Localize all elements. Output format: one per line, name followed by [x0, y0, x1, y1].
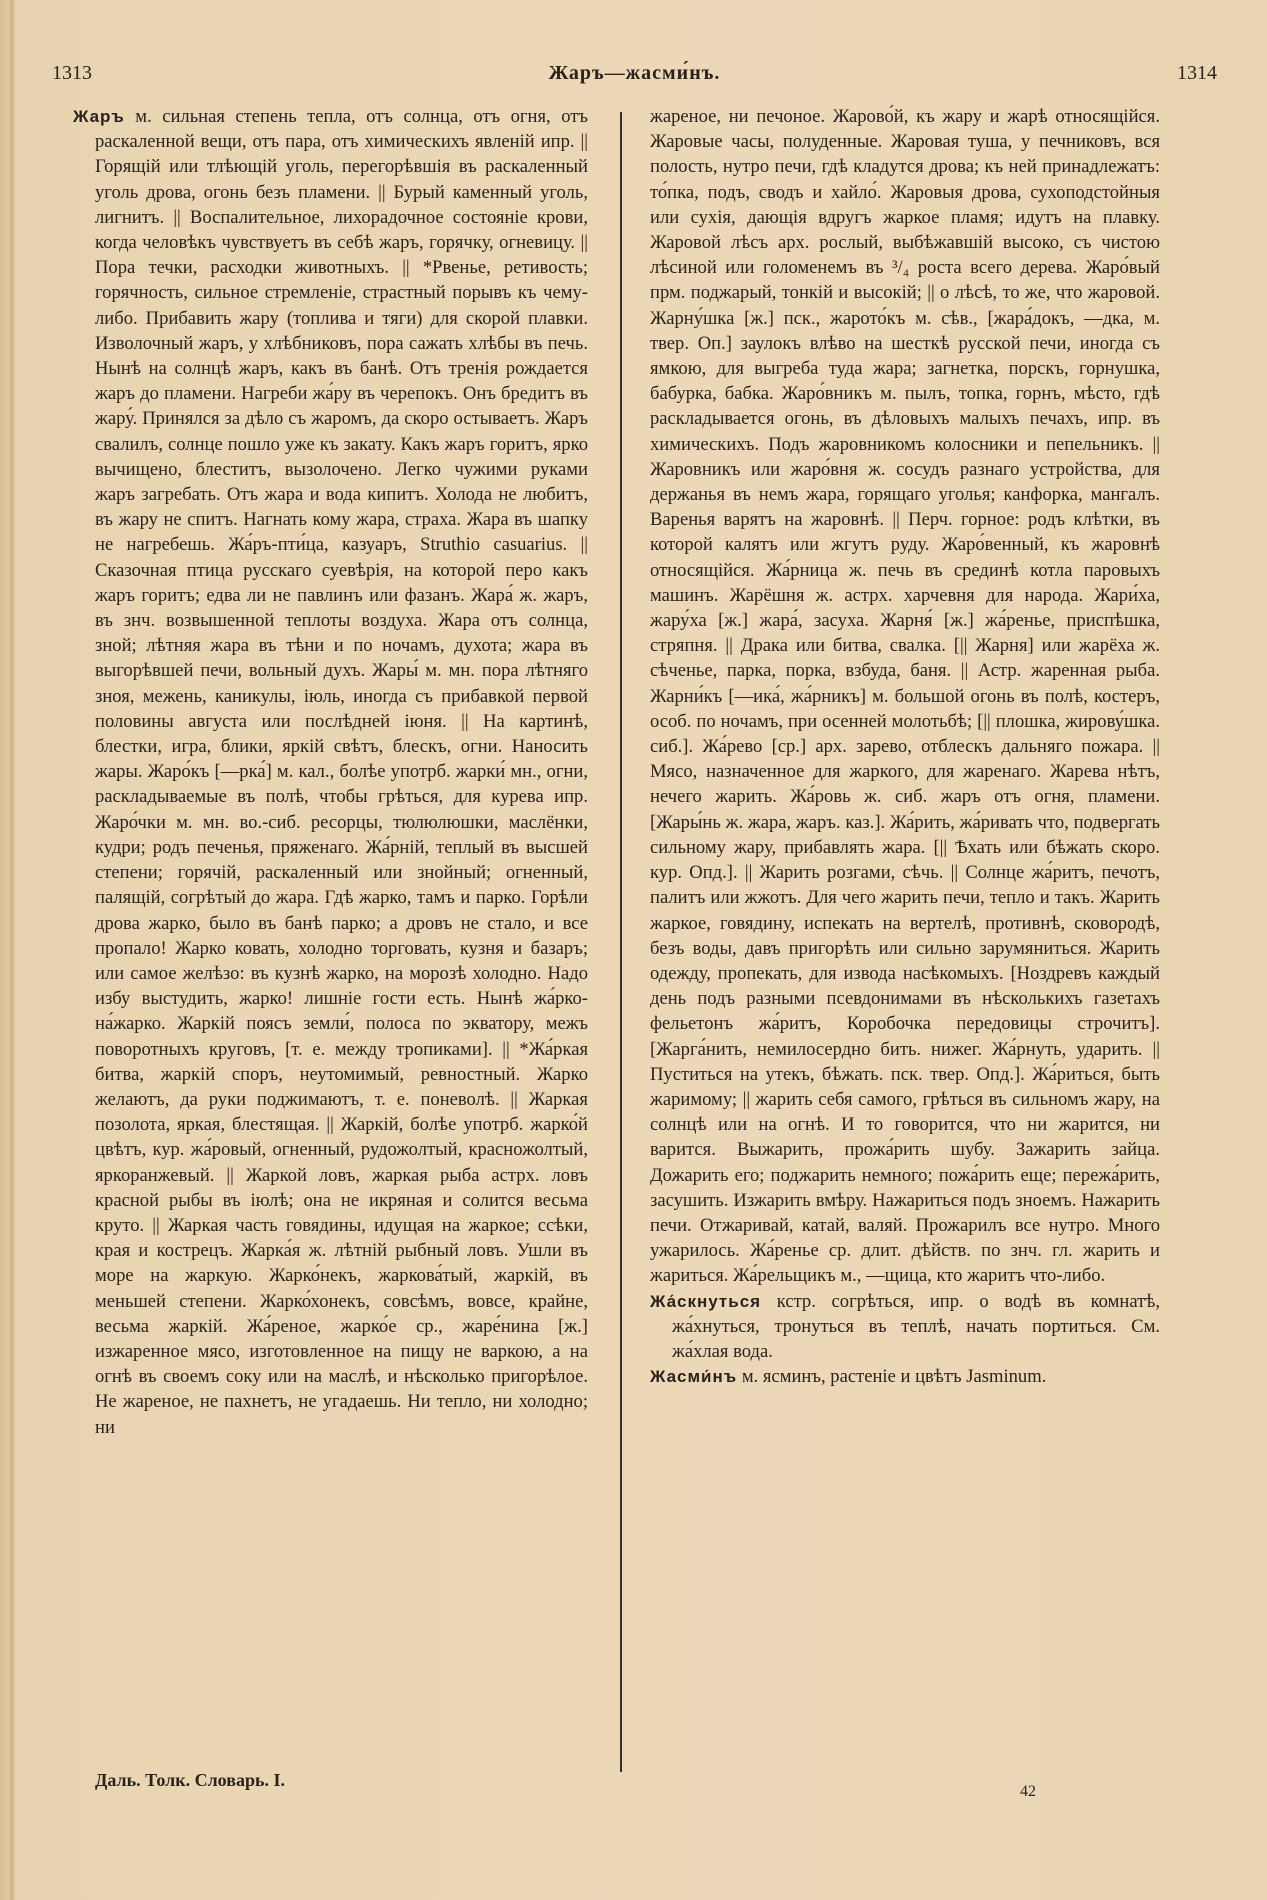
- column-divider: [620, 112, 622, 1772]
- dictionary-entry: [650, 1289, 1160, 1365]
- entry-headword: Жасми́нъ: [650, 1367, 738, 1387]
- page-header: [52, 62, 1217, 92]
- left-page-number: 1313: [52, 62, 92, 84]
- entry-body: кстр. согрѣться, ипр. о водѣ въ комнатѣ, жа́хнуться, тронуться въ теплѣ, начать портиться. См. жа́хлая вода.: [672, 1290, 1160, 1362]
- entry-body: м. сильная степень тепла, отъ солнца, отъ огня, отъ раскаленной вещи, отъ пара, отъ химическихъ явленій ипр. || Горящій или тлѣющій уголь, перегорѣвшія въ раскаленный уголь дрова, огонь безъ пламени. || Бурый каменный уголь, лигнитъ. || Воспалительное, лихорадочное состояніе крови, когда человѣкъ чувствуетъ въ себѣ жаръ, горячку, огневицу. || Пора течки, расходки животныхъ. || *Рвенье, ретивость; горячность, сильное стремленіе, страстный порывъ къ чему-либо. Прибавить жару (топлива и тяги) для скорой плавки. Изволочный жаръ, у хлѣбниковъ, пора сажать хлѣбы въ печь. Нынѣ на солнцѣ жаръ, какъ въ банѣ. Отъ тренія рождается жаръ до пламени. Нагреби жа́ру въ черепокъ. Онъ бредитъ въ жару́. Принялся за дѣло съ жаромъ, да скоро остываетъ. Жаръ свалилъ, солнце пошло уже къ закату. Какъ жаръ горитъ, ярко вычищено, блеститъ, вызолочено. Легко чужими руками жаръ загребать. Отъ жара и вода кипитъ. Холода не любитъ, въ жару не спитъ. Нагнать кому жара, страха. Жара въ шапку не нагребешь. Жа́ръ-пти́ца, казуаръ, Struthio casuarius. || Сказочная птица русскаго суевѣрія, на которой перо какъ жаръ горитъ; едва ли не павлинъ или фазанъ. Жара́ ж. жаръ, въ знч. возвышенной теплоты воздуха. Жара отъ солнца, зной; лѣтняя жара въ тѣни и по ночамъ, духота; жара въ выгорѣвшей печи, вольный духъ. Жары́ м. мн. пора лѣтняго зноя, межень, каникулы, іюль, иногда съ прибавкой первой половины августа или послѣдней іюня. || На картинѣ, блестки, игра, блики, яркій свѣтъ, блескъ, огни. Наносить жары. Жаро́къ [—рка́] м. кал., болѣе употрб. жарки́ мн., огни, раскладываемые въ полѣ, чтобы грѣться, для курева ипр. Жаро́чки м. мн. во.-сиб. ресорцы, тюлюлюшки, маслёнки, кудри; родъ печенья, пряженаго. Жа́рній, теплый въ высшей степени; горячій, раскаленный или знойный; огненный, палящій, согрѣтый до жара. Гдѣ жарко, тамъ и парко. Горѣли дрова жарко, было въ банѣ парко; а дровъ не стало, и все пропало! Жарко ковать, холодно торговать, кузня и базаръ; или самое желѣзо: въ кузнѣ жарко, на морозѣ холодно. Надо избу выстудить, жарко! лишніе гости есть. Нынѣ жа́рко-на́жарко. Жаркій поясъ земли́, полоса по экватору, межъ поворотныхъ круговъ, [т. е. между тропиками]. || *Жа́ркая битва, жаркій споръ, неутомимый, ревностный. Жарко желаютъ, да руки поджимаютъ, т. е. поневолѣ. || Жаркая позолота, яркая, блестящая. || Жаркій, болѣе употрб. жарко́й цвѣтъ, кур. жа́ровый, огненный, рудожолтый, красножолтый, яркоранжевый. || Жаркой ловъ, жаркая рыба астрх. ловъ красной рыбы въ іюлѣ; она не икряная и солится весьма круто. || Жаркая часть говядины, идущая на жаркое; ссѣки, края и кострецъ. Жарка́я ж. лѣтній рыбный ловъ. Ушли въ море на жаркую. Жарко́некъ, жаркова́тый, жаркій, въ меньшей степени. Жарко́хонекъ, совсѣмъ, вовсе, крайне, весьма жаркій. Жа́реное, жарко́е ср., жаре́нина [ж.] изжаренное мясо, изготовленное на пищу не варкою, а на огнѣ въ своемъ соку или на маслѣ, и нѣсколько пригорѣлое. Не жареное, не пахнетъ, не угадаешь. Ни тепло, ни холодно; ни: [95, 106, 588, 1438]
- footer-imprint: Даль. Толк. Словарь. I.: [95, 1770, 285, 1790]
- dictionary-entry: [73, 104, 588, 1440]
- entry-headword: Жаръ: [73, 107, 125, 126]
- entry-body: м. ясминъ, растеніе и цвѣтъ Jasminum.: [737, 1366, 1047, 1388]
- dictionary-entry: [650, 1364, 1160, 1389]
- left-column: [73, 104, 588, 1440]
- entry-body: жареное, ни печоное. Жарово́й, къ жару и жарѣ относящійся. Жаровые часы, полуденные. Жаровая туша, у печниковъ, вся полость, нутро печи, гдѣ кладутся дрова; къ ней принадлежатъ: то́пка, подъ, сводъ и хайло́. Жаровыя дрова, сухоподстойныя или сухія, дающія вдругъ жаркое пламя; идутъ на плавку. Жаровой лѣсъ арх. рослый, выбѣжавшій высоко, съ чистою лѣсиной или голоменемъ въ ³/₄ роста всего дерева. Жаро́вый прм. поджарый, тонкій и высокій; || о лѣсѣ, то же, что жаровой. Жарну́шка [ж.] пск., жарото́къ м. сѣв., [жара́докъ, —дка, м. твер. Оп.] заулокъ влѣво на шесткѣ русской печи, иногда съ ямкою, для выгреба туда жара; загнетка, порскъ, горнушка, бабурка, бабка. Жаро́вникъ м. пылъ, топка, горнъ, мѣсто, гдѣ раскладывается огонь, въ дѣловыхъ малыхъ печахъ, ипр. въ химическихъ. Подъ жаровникомъ колосники и пепельникъ. || Жаровникъ или жаро́вня ж. сосудъ разнаго устройства, для держанья въ немъ жара, горящаго уголья; канфорка, мангалъ. Варенья варятъ на жаровнѣ. || Перч. горное: родъ клѣтки, въ которой калятъ или жгутъ руду. Жаро́венный, къ жаровнѣ относящійся. Жа́рница ж. печь въ срединѣ котла паровыхъ машинъ. Жарёшня ж. астрх. харчевня для народа. Жари́ха, жару́ха [ж.] жара́, засуха. Жарня́ [ж.] жа́ренье, приспѣшка, стряпня. || Драка или битва, свалка. [|| Жарня] или жарёха ж. сѣченье, парка, порка, взбуда, баня. || Астр. жаренная рыба. Жарни́къ [—ика́, жа́рникъ] м. большой огонь въ полѣ, костеръ, особ. по ночамъ, при осенней молотьбѣ; [|| плошка, жирову́шка. сиб.]. Жа́рево [ср.] арх. зарево, отблескъ дальняго пожара. || Мясо, назначенное для жаркого, для жаренаго. Жарева нѣтъ, нечего жарить. Жа́ровь ж. сиб. жаръ отъ огня, пламени. [Жары́нь ж. жара, жаръ. каз.]. Жа́рить, жа́ривать что, подвергать сильному жару, прибавлять жара. [|| Ѣхать или бѣжать скоро. кур. Опд.]. || Жарить розгами, сѣчь. || Солнце жа́ритъ, печотъ, палитъ или жжотъ. Для чего жарить печи, тепло и такъ. Жарить жаркое, говядину, испекать на вертелѣ, противнѣ, сковородѣ, безъ воды, давъ пригорѣть или сильно зарумяниться. Жарить одежду, пропекать, для извода насѣкомыхъ. [Ноздревъ каждый день подъ разными псевдонимами въ нѣсколькихъ газетахъ фельетонъ жа́ритъ, Коробочка передовицы строчитъ]. [Жарга́нить, немилосердно бить. нижег. Жа́рнуть, ударить. || Пуститься на утекъ, бѣжать. пск. твер. Опд.]. Жа́риться, быть жаримому; || жарить себя самого, грѣться въ сильномъ жару, на солнцѣ или на огнѣ. И то говорится, что ни жарится, ни варится. Выжарить, прожа́рить шубу. Зажарить зайца. Дожарить его; поджарить немного; пожа́рить еще; пережа́рить, засушить. Изжарить вмѣру. Нажариться подъ зноемъ. Нажарить печи. Отжаривай, катай, валяй. Прожарилъ все нутро. Много ужарилось. Жа́ренье ср. длит. дѣйств. по знч. гл. жарить и жариться. Жа́рельщикъ м., —щица, кто жаритъ что-либо.: [650, 106, 1160, 1287]
- running-head: Жаръ—жасми́нъ.: [548, 62, 721, 84]
- right-column: [650, 104, 1160, 1389]
- entry-headword: Жа́скнуться: [650, 1291, 762, 1311]
- dictionary-entry-continued: [650, 104, 1160, 1289]
- signature-mark: 42: [1020, 1783, 1036, 1800]
- right-page-number: 1314: [1177, 62, 1217, 84]
